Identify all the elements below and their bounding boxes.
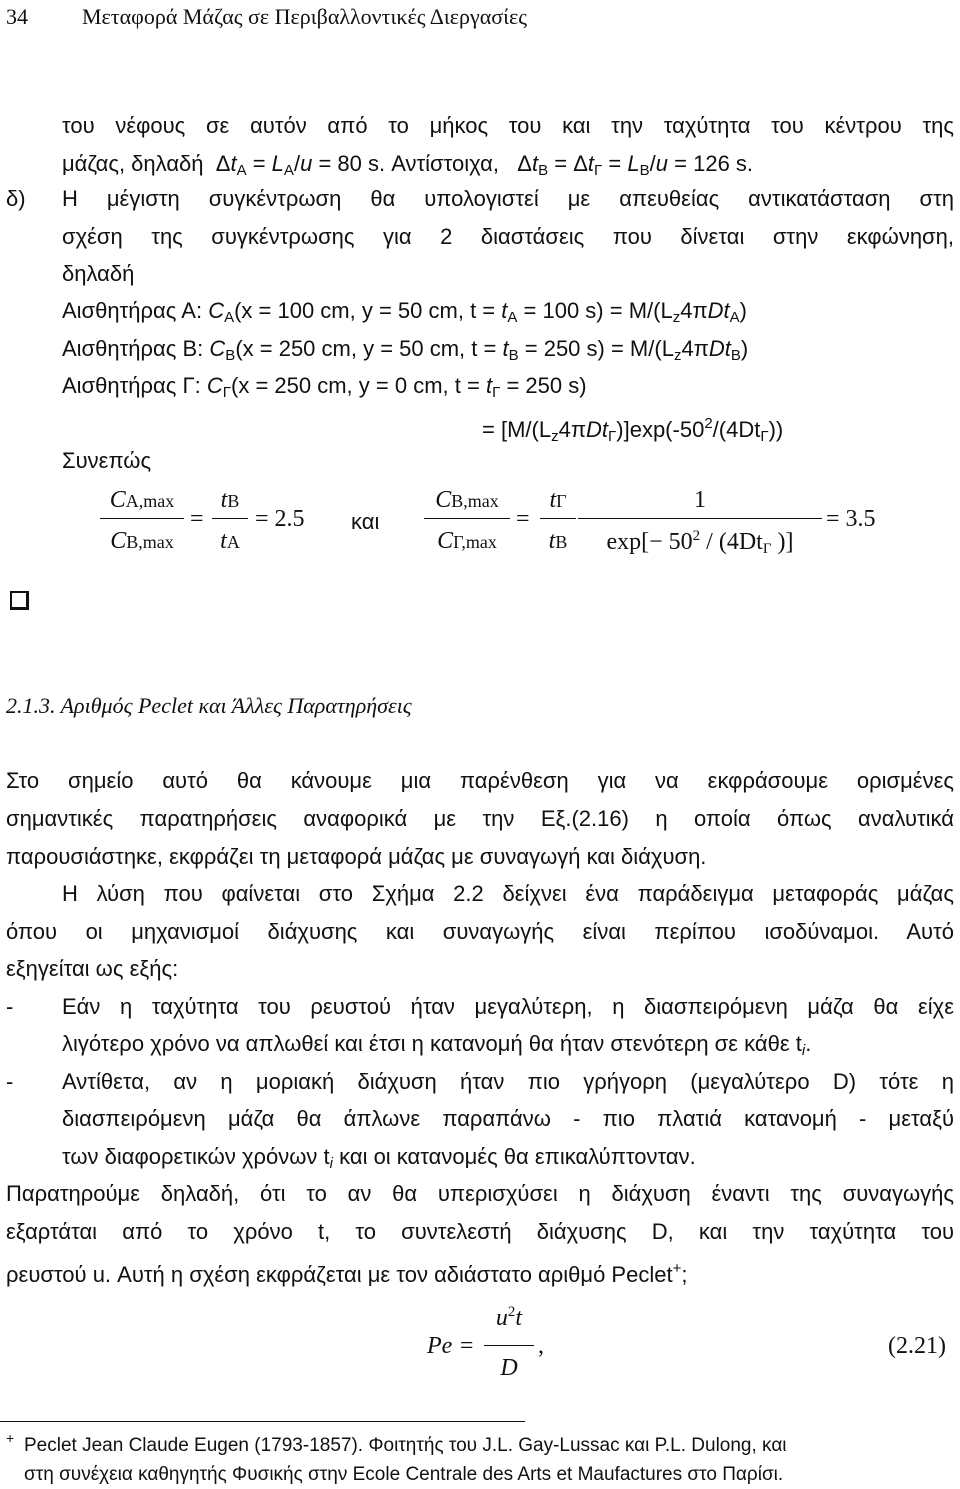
ratio-2-t-bar [540, 518, 576, 519]
equation-bar [484, 1345, 534, 1346]
paragraph-2-line-1: Η λύση που φαίνεται στο Σχήμα 2.2 δείχνει ένα παράδειγμα μεταφοράς μάζας [62, 881, 954, 906]
ratio-1-t-bar [212, 518, 248, 519]
intro-line-2: μάζας, δηλαδή $\Delta t_A = L_A/u = 80$ s. Αντίστοιχα, $\Delta t_B = \Delta t_\Gamma = L_B/u = 126$ s. [62, 151, 754, 179]
ratio-2-exp-denominator: $\exp[- 50^2 / (4Dt_\Gamma$ )] [606, 528, 794, 557]
equation-number: (2.21) [888, 1333, 946, 1359]
sensor-c-equation: Αισθητήρας Γ: $C_\Gamma(x = 250$ cm, y = 0 cm, $t = t_\Gamma = 250$ s) [62, 373, 587, 401]
footnote-line-2: στη συνέχεια καθηγητής Φυσικής στην Ecole Centrale des Arts et Maufactures στο Παρίσι. [24, 1464, 784, 1485]
ratio-2-t-numerator: tΓ [549, 487, 567, 513]
ratio-2-t-denominator: tB [548, 528, 568, 554]
bullet-1-dash: - [6, 994, 14, 1019]
paragraph-3-line-3: ρευστού u. Αυτή η σχέση εκφράζεται με τον αδιάστατο αριθμό Peclet+; [6, 1260, 688, 1287]
ratio-2-denominator: CΓ,max [437, 528, 497, 554]
paragraph-2-line-2: όπου οι μηχανισμοί διάχυσης και συναγωγής είναι περίπου ισοδύναμοι. Αυτό [6, 919, 954, 944]
paragraph-1-line-1: Στο σημείο αυτό θα κάνουμε μια παρένθεση για να εκφράσουμε ορισμένες [6, 768, 954, 793]
bullet-2-line-2: διασπειρόμενη μάζα θα άπλωνε παραπάνω - πιο πλατιά κατανομή - μεταξύ [62, 1106, 954, 1131]
ratio-1-bar [100, 518, 184, 519]
sensor-c-continuation: = $[M/(L_z4\pi Dt_\Gamma)]\exp(-50^2/(4Dt_\Gamma))$ [482, 415, 784, 445]
paragraph-3-line-1: Παρατηρούμε δηλαδή, ότι το αν θα υπερισχύσει η διάχυση έναντι της συναγωγής [6, 1181, 954, 1206]
bullet-2-line-3: των διαφορετικών χρόνων $t_i$ και οι κατανομές θα επικαλύπτονταν. [62, 1144, 696, 1172]
consequently-label: Συνεπώς [62, 448, 152, 473]
paragraph-1-line-2: σημαντικές παρατηρήσεις αναφορικά με την Εξ.(2.16) η οποία όπως αναλυτικά [6, 806, 954, 831]
footnote-separator [0, 1421, 525, 1422]
ratio-2-exp-bar [578, 518, 822, 519]
equation-numerator: $u^2t$ [495, 1304, 523, 1331]
item-d-marker: δ) [6, 186, 26, 211]
footnote-line-1: Peclet Jean Claude Eugen (1793-1857). Φοιτητής του J.L. Gay-Lussac και P.L. Dulong, και [24, 1435, 787, 1456]
ratio-1-t-numerator: tB [220, 487, 240, 513]
bullet-1-line-2: λιγότερο χρόνο να απλωθεί και έτσι η κατανομή θα ήταν στενότερη σε κάθε $t_i$. [62, 1031, 812, 1059]
ratio-2-exp-numerator: 1 [694, 487, 706, 513]
paragraph-2-line-3: εξηγείται ως εξής: [6, 956, 179, 981]
ratio-1-t-denominator: tA [220, 528, 240, 554]
ratio-2-bar [424, 518, 510, 519]
intro-line-1: του νέφους σε αυτόν από το μήκος του και την ταχύτητα του κέντρου της [62, 113, 954, 138]
footnote-marker: + [6, 1430, 15, 1446]
section-heading: 2.1.3. Αριθμός Peclet και Άλλες Παρατηρήσεις [6, 693, 412, 718]
sensor-b-equation: Αισθητήρας Β: $C_B(x = 250$ cm, y = 50 cm, $t = t_B = 250$ $s) = M/(L_z4\pi Dt_B)$ [62, 336, 749, 364]
ratio-1-equals: = [190, 506, 204, 532]
end-of-example-box [10, 591, 29, 610]
equation-comma: , [538, 1333, 544, 1359]
paragraph-3-line-2: εξαρτάται από το χρόνο t, το συντελεστή διάχυσης D, και την ταχύτητα του [6, 1219, 954, 1244]
ratio-1-value: = 2.5 [255, 506, 305, 532]
paragraph-1-line-3: παρουσιάστηκε, εκφράζει τη μεταφορά μάζας με συναγωγή και διάχυση. [6, 844, 707, 869]
ratio-2-equals: = [516, 506, 530, 532]
bullet-2-dash: - [6, 1069, 14, 1094]
ratio-2-value: = 3.5 [826, 506, 876, 532]
bullet-1-line-1: Εάν η ταχύτητα του ρευστού ήταν μεγαλύτερη, η διασπειρόμενη μάζα θα είχε [62, 994, 954, 1019]
equation-lhs: Pe = [427, 1333, 475, 1359]
equation-denominator: D [500, 1355, 518, 1381]
ratio-1-numerator: CA,max [109, 487, 175, 513]
item-d-line-2: σχέση της συγκέντρωσης για 2 διαστάσεις που δίνεται στην εκφώνηση, [62, 224, 954, 249]
running-title: Μεταφορά Μάζας σε Περιβαλλοντικές Διεργασίες [82, 4, 527, 29]
item-d-line-3: δηλαδή [62, 261, 135, 286]
page-number: 34 [6, 4, 28, 29]
ratio-1-denominator: CB,max [110, 528, 174, 554]
item-d-line-1: Η μέγιστη συγκέντρωση θα υπολογιστεί με απευθείας αντικατάσταση στη [62, 186, 954, 211]
bullet-2-line-1: Αντίθετα, αν η μοριακή διάχυση ήταν πιο γρήγορη (μεγαλύτερο D) τότε η [62, 1069, 954, 1094]
conjunction-and: και [351, 509, 380, 534]
ratio-2-numerator: CB,max [435, 487, 499, 513]
sensor-a-equation: Αισθητήρας Α: $C_A(x = 100$ cm, y = 50 cm, $t = t_A = 100$ $s) = M/(L_z4\pi Dt_A)$ [62, 298, 747, 326]
